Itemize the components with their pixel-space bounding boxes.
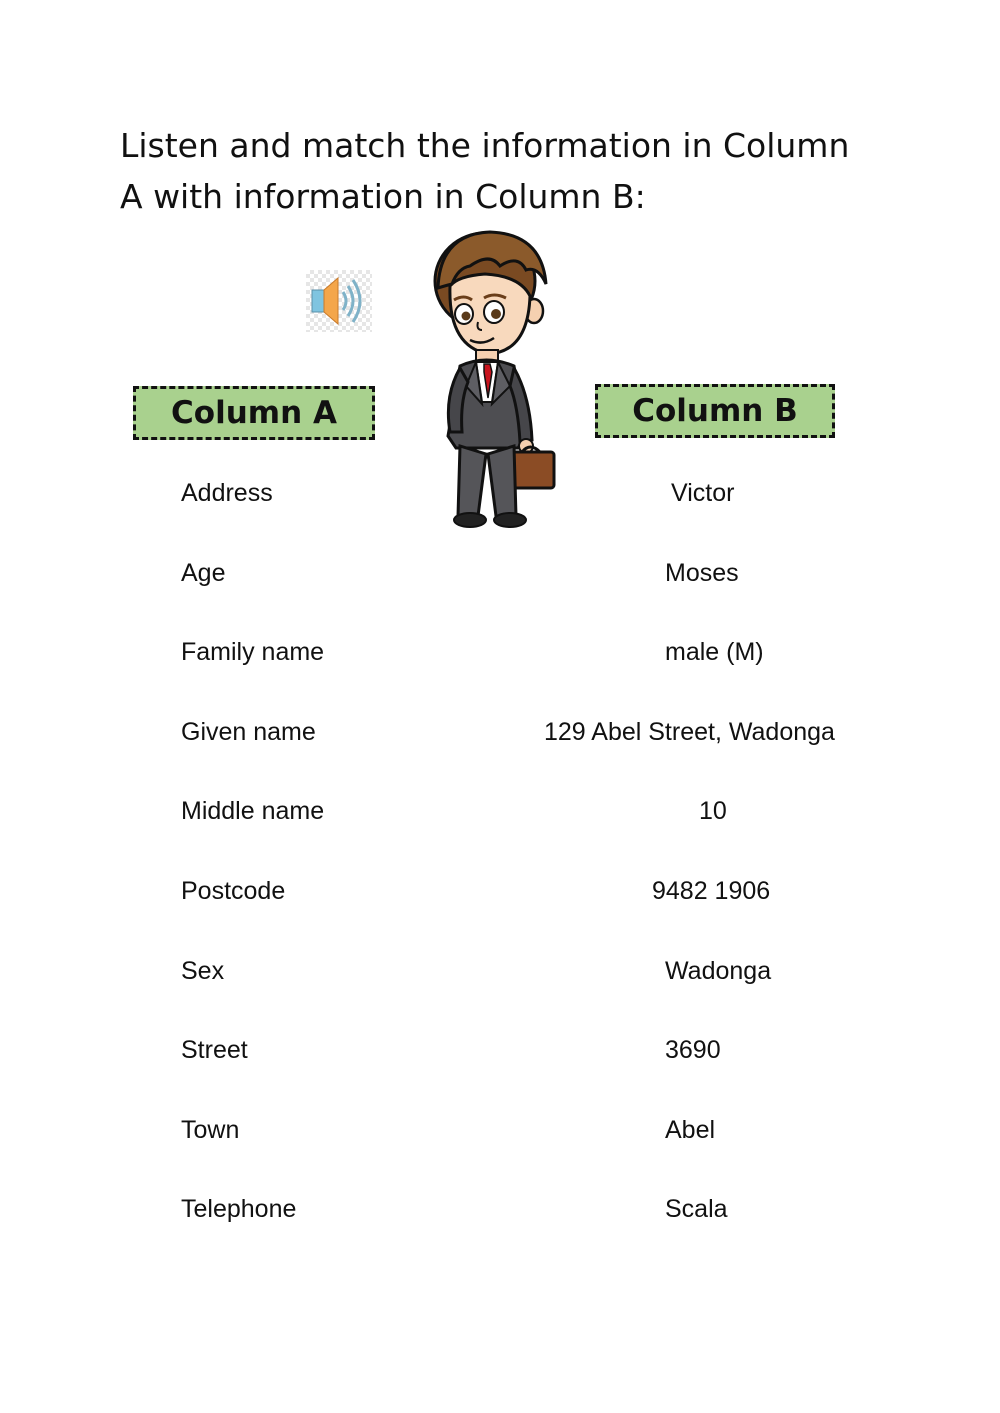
column-a-item[interactable]: Telephone bbox=[181, 1195, 297, 1224]
column-b-item[interactable]: 10 bbox=[699, 797, 727, 826]
column-a-item[interactable]: Given name bbox=[181, 717, 316, 746]
column-a-item[interactable]: Middle name bbox=[181, 797, 325, 826]
column-a-item[interactable]: Postcode bbox=[181, 876, 286, 905]
column-b-item[interactable]: 9482 1906 bbox=[652, 876, 771, 905]
column-b-header bbox=[595, 384, 835, 438]
column-a-title: Column A bbox=[171, 395, 337, 431]
column-a-item[interactable]: Age bbox=[181, 558, 226, 587]
column-b-item[interactable]: Moses bbox=[665, 558, 739, 587]
column-b-item[interactable]: Scala bbox=[665, 1195, 728, 1224]
speaker-icon bbox=[306, 270, 372, 332]
column-a-item[interactable]: Family name bbox=[181, 638, 325, 667]
column-b-item[interactable]: Victor bbox=[671, 479, 735, 507]
play-audio-button[interactable] bbox=[306, 270, 372, 332]
column-a-item[interactable]: Address bbox=[181, 479, 273, 507]
column-a-list bbox=[181, 472, 324, 1268]
column-b-list bbox=[520, 472, 910, 1268]
column-b-item[interactable]: 129 Abel Street, Wadonga bbox=[544, 717, 835, 746]
column-b-item[interactable]: 3690 bbox=[665, 1036, 721, 1065]
column-a-item[interactable]: Street bbox=[181, 1036, 248, 1065]
column-b-item[interactable]: male (M) bbox=[665, 638, 764, 667]
column-a-header bbox=[133, 386, 375, 440]
instructions-text: Listen and match the information in Column A with information in Column B: bbox=[120, 126, 850, 216]
column-b-title: Column B bbox=[632, 393, 798, 429]
column-a-item[interactable]: Town bbox=[181, 1115, 240, 1144]
column-b-item[interactable]: Abel bbox=[665, 1115, 716, 1144]
column-a-item[interactable]: Sex bbox=[181, 956, 225, 985]
column-b-item[interactable]: Wadonga bbox=[665, 956, 772, 985]
